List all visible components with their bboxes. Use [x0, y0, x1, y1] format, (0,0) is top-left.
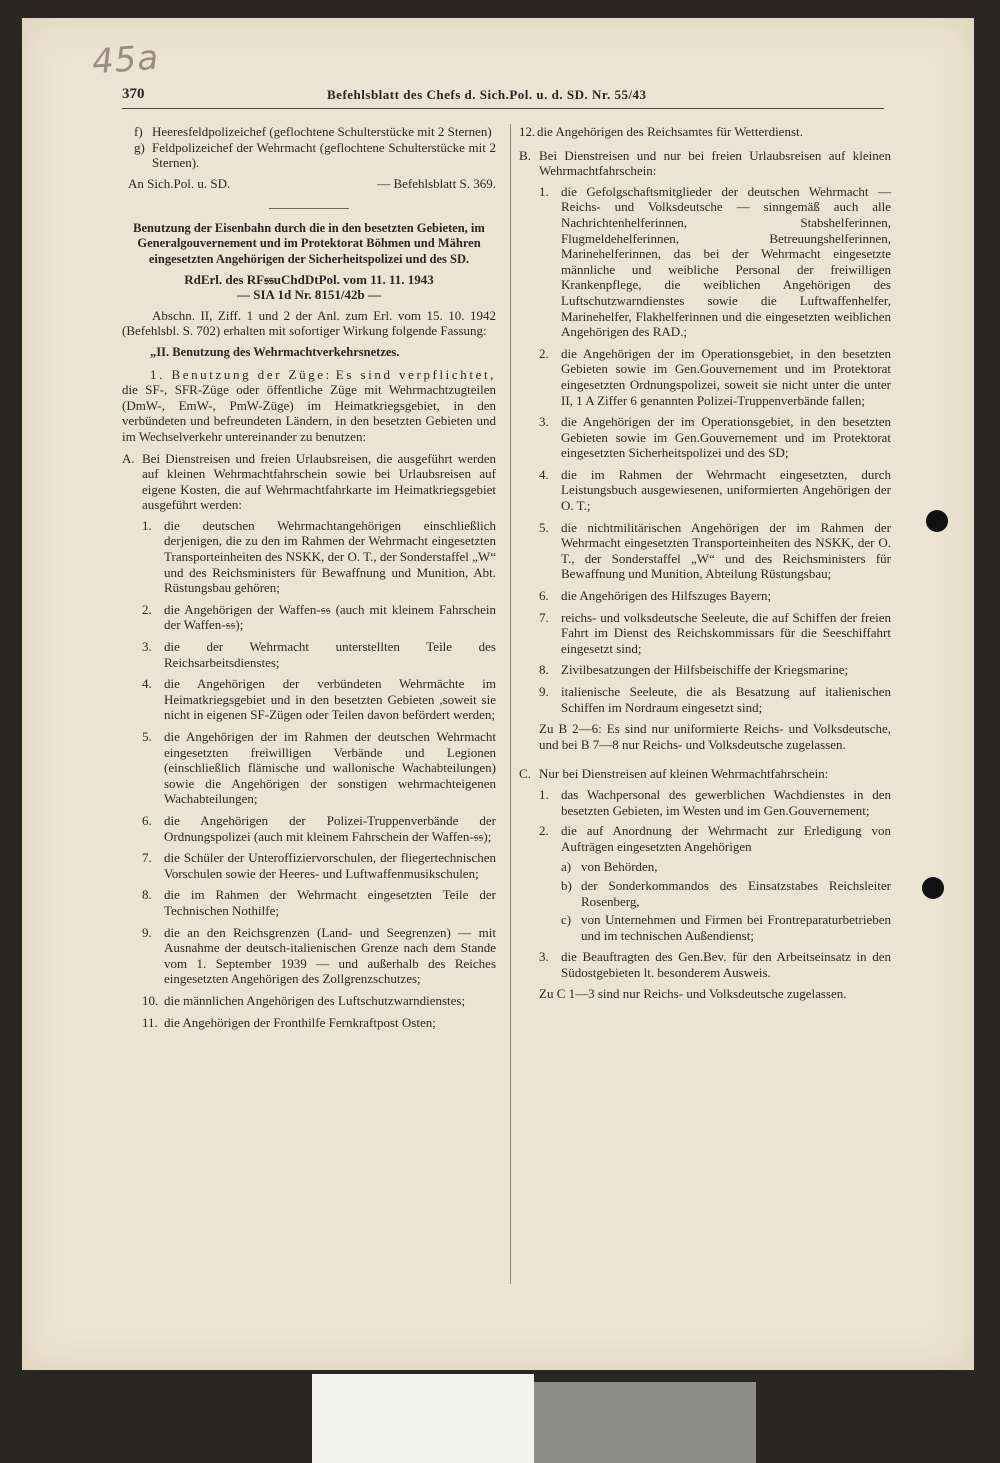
- calibration-card-white: [312, 1374, 534, 1463]
- list-item: 2. die Angehörigen der Waffen-𝔰𝔰 (auch mit kleinem Fahrschein der Waffen-𝔰𝔰);: [142, 601, 496, 633]
- section-c: C. Nur bei Dienstreisen auf kleinen Wehrmachtfahrschein:: [519, 766, 829, 782]
- list-item: 1. das Wachpersonal des gewerblichen Wachdienstes in den besetzten Gebieten, im Westen und im Gen.Gouvernement;: [539, 786, 891, 818]
- list-item: g) Feldpolizeichef der Wehrmacht (geflochtene Schulterstücke mit 2 Sternen).: [134, 139, 496, 171]
- right-column: [519, 124, 891, 1001]
- section-a: A. Bei Dienstreisen und freien Urlaubsreisen, die ausgeführt werden auf kleinen Wehrmachtfahrschein sowie bei Urlaubsreisen auf eigene Kosten, die auf Wehrmachtfahrkarte im Heimatkriegsgebiet ausgeführt werden:: [122, 450, 496, 513]
- page-header: [122, 86, 884, 109]
- punch-hole: [922, 877, 944, 899]
- left-column: [122, 124, 496, 1036]
- list-item: 5. die nichtmilitärischen Angehörigen der im Rahmen der Wehrmacht eingesetzten Transporteinheiten des NSKK, der O. T., der Sonderstaffel „W“ und des Reichsministers für Bewaffnung und Munition, Abteilung Rüstungsbau;: [539, 519, 891, 582]
- c-sublist: [519, 859, 891, 943]
- list-item: 1. die deutschen Wehrmachtangehörigen einschließlich derjenigen, die zu den im Rahmen der Wehrmacht eingesetzten Transporteinheiten des NSKK, der O. T., der Sonderstaffel „W“ und des Reichsministers für Bewaffnung und Munition, Abt. Rüstungsbau gehören;: [142, 517, 496, 596]
- list-item: 12. die Angehörigen des Reichsamtes für Wetterdienst.: [519, 124, 803, 139]
- handwritten-page-note: 45a: [90, 37, 161, 83]
- list-item: 11. die Angehörigen der Fronthilfe Fernkraftpost Osten;: [142, 1014, 436, 1030]
- address-line: An Sich.Pol. u. SD. — Befehlsblatt S. 369.: [128, 175, 496, 191]
- list-item: a) von Behörden,: [561, 859, 658, 875]
- list-item: 9. italienische Seeleute, die als Besatzung auf italienischen Schiffen im Nordraum eingesetzt sind;: [539, 684, 891, 715]
- decree-reference: RdErl. des RF𝔰𝔰uChdDtPol. vom 11. 11. 1943: [184, 271, 434, 287]
- paragraph-1: 1. Benutzung der Züge: Es sind verpflichtet, die SF-, SFR-Züge oder öffentliche Züge mit Wehrmachtzugteilen (DmW-, EmW-, PmW-Züge) im Heimatkriegsgebiet, in den verbündeten und befreundeten Ländern, in den besetzten Gebieten und im Wechselverkehr untereinander zu benutzen:: [122, 366, 497, 444]
- list-item: 4. die Angehörigen der verbündeten Wehrmächte im Heimatkriegsgebiet und in den besetzten Gebieten ,soweit sie nicht in eigenen SF-Zügen oder Teilen davon befördert werden;: [142, 676, 496, 723]
- list-item: 8. die im Rahmen der Wehrmacht eingesetzten Teile der Technischen Nothilfe;: [142, 887, 496, 918]
- separator-rule: [269, 208, 349, 209]
- b-list: [519, 184, 891, 715]
- list-item: 3. die Beauftragten des Gen.Bev. für den Arbeitseinsatz in den Südostgebieten lt. besonderem Ausweis.: [539, 949, 891, 980]
- list-item: 1. die Gefolgschaftsmitglieder der deutschen Wehrmacht — Reichs- und Volksdeutsche — sinngemäß auch alle Nachrichtenhelferinnen, Stabshelferinnen, Flugmeldehelferinnen, Betreuungshelferinnen, Marinehelferinnen, das bei der Wehrmacht eingesetzte männliche und weibliche Personal der freiwilligen Krankenpflege, die weiblichen Angehörigen des Luftschutzwarndienstes sowie die Luftwaffenhelfer, Marinehelfer, Flakhelferinnen und die eingesetzten weiblichen Angehörigen des RAD.;: [539, 183, 891, 340]
- intro-paragraph: Abschn. II, Ziff. 1 und 2 der Anl. zum Erl. vom 15. 10. 1942 (Befehlsbl. S. 702) erhalten mit sofortiger Wirkung folgende Fassung:: [122, 307, 496, 339]
- list-item: 9. die an den Reichsgrenzen (Land- und Seegrenzen) — mit Ausnahme der deutsch-italienischen Grenze nach dem Stande vom 1. September 1939 — und außerhalb des Reiches eingesetzten Angehörigen des Zollgrenzschutzes;: [142, 924, 496, 987]
- list-item: b) der Sonderkommandos des Einsatzstabes Reichsleiter Rosenberg,: [561, 877, 891, 909]
- column-divider: [510, 124, 511, 1284]
- list-item: 4. die im Rahmen der Wehrmacht eingesetzten, durch Leistungsbuch ausgewiesenen, uniformierten Angehörigen der O. T.;: [539, 466, 891, 514]
- list-item: 6. die Angehörigen der Polizei-Truppenverbände der Ordnungspolizei (auch mit kleinem Fahrschein der Waffen-𝔰𝔰);: [142, 812, 496, 844]
- article-title: Benutzung der Eisenbahn durch die in den besetzten Gebieten, im Generalgouvernement und im Protektorat Böhmen und Mähren eingesetzten Angehörigen der Sicherheitspolizei und des SD.: [133, 220, 485, 266]
- page-number: 370: [122, 86, 145, 102]
- decree-number: — SIA 1d Nr. 8151/42b —: [237, 287, 381, 303]
- list-item: 3. die der Wehrmacht unterstellten Teile des Reichsarbeitsdienstes;: [142, 639, 496, 670]
- a-list: [122, 518, 496, 1030]
- list-item: f) Heeresfeldpolizeichef (geflochtene Schulterstücke mit 2 Sternen): [134, 124, 492, 139]
- c-note: Zu C 1—3 sind nur Reichs- und Volksdeutsche zugelassen.: [539, 985, 847, 1001]
- section-b: B. Bei Dienstreisen und nur bei freien Urlaubsreisen auf kleinen Wehrmachtfahrschein:: [519, 147, 891, 179]
- running-head: Befehlsblatt des Chefs d. Sich.Pol. u. d. SD. Nr. 55/43: [327, 87, 647, 102]
- list-item: 2. die auf Anordnung der Wehrmacht zur Erledigung von Aufträgen eingesetzten Angehörigen: [539, 823, 891, 854]
- list-item: 8. Zivilbesatzungen der Hilfsbeischiffe der Kriegsmarine;: [539, 662, 849, 678]
- calibration-card-gray: [534, 1382, 756, 1463]
- list-item: 5. die Angehörigen der im Rahmen der deutschen Wehrmacht eingesetzten freiwilligen Verbände und Legionen (einschließlich flämische und wallonische Wachabteilungen) sowie die Angehörigen der sonstigen wehrmachteigenen Wachabteilungen;: [142, 729, 496, 807]
- punch-hole: [926, 510, 948, 532]
- list-item: 2. die Angehörigen der im Operationsgebiet, in den besetzten Gebieten sowie im Gen.Gouvernement und im Protektorat eingesetzten Ordnungspolizei, soweit sie nicht unter die unter II, 1 A Ziffer 6 genannten Polizei-Truppenverbände fallen;: [539, 345, 891, 408]
- list-item: c) von Unternehmen und Firmen bei Frontreparaturbetrieben und im technischen Außendienst;: [561, 912, 891, 943]
- list-item: 10. die männlichen Angehörigen des Luftschutzwarndienstes;: [142, 992, 466, 1008]
- list-item: 6. die Angehörigen des Hilfszuges Bayern;: [539, 588, 772, 604]
- list-item: 7. die Schüler der Unteroffiziervorschulen, der fliegertechnischen Vorschulen sowie der Heeres- und Luftwaffenmusikschulen;: [142, 850, 496, 881]
- list-item: 7. reichs- und volksdeutsche Seeleute, die auf Schiffen der freien Fahrt im Dienst des Reichskommissars für die Seeschiffahrt eingesetzt sind;: [539, 609, 891, 656]
- section-heading: „II. Benutzung des Wehrmachtverkehrsnetzes.: [150, 344, 400, 359]
- b-note: Zu B 2—6: Es sind nur uniformierte Reichs- und Volksdeutsche, und bei B 7—8 nur Reichs- und Volksdeutsche zugelassen.: [539, 721, 891, 752]
- list-item: 3. die Angehörigen der im Operationsgebiet, in den besetzten Gebieten sowie im Gen.Gouvernement und im Protektorat eingesetzten Sicherheitspolizei und des SD;: [539, 414, 891, 461]
